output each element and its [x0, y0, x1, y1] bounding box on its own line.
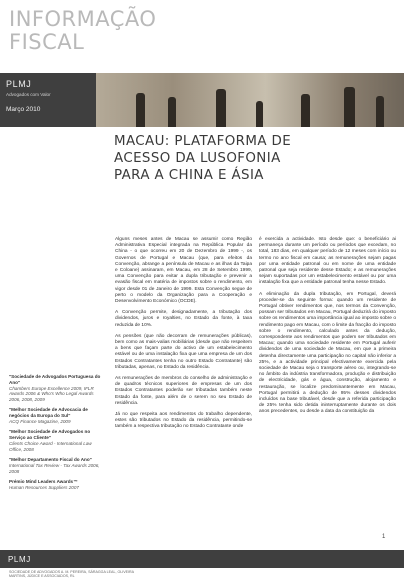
photo-figure — [168, 97, 176, 127]
photo-figure — [136, 93, 145, 127]
award-source: Clients Choice Award - International Law Office, 2008 — [9, 440, 92, 452]
header-photo — [96, 73, 404, 127]
award-title: "Melhor Sociedade de Advocacia de negócios da Europa do Sul" — [9, 407, 88, 419]
award-source: Human Resources Suppliers 2007 — [9, 484, 79, 490]
photo-figure — [216, 89, 226, 127]
awards-list — [9, 374, 105, 495]
article-title-line3: PARA A CHINA E ÁSIA — [114, 168, 264, 183]
award-title: Prémio Mind Leaders Awards™ — [9, 478, 78, 484]
body-column-2 — [259, 237, 396, 421]
award-item — [9, 374, 105, 403]
footer-bar — [0, 550, 404, 568]
footer-legal-note: SOCIEDADE DE ADVOGADOS A. M. PEREIRA, SÁRAGGA LEAL, OLIVEIRA MARTINS, JÚDICE E ASSOCIADOS, RL — [9, 570, 134, 579]
header — [0, 0, 404, 73]
paragraph: Alguns meses antes de Macau se assumir como Região Administrativa Especial integrada na República Popular da China - o que ocorreu em 20 de Dezembro de 1999 -, os Governos de Portugal e Macau (que, para efeitos da Convenção, abrange a península de Macau e as ilhas da Taipa e Coloane) assinaram, em Macau, em 28 de Setembro 1999, uma Convenção para evitar a dupla tributação e prevenir a evasão fiscal em matéria de impostos sobre o rendimento, em vigor desde 01 de Janeiro de 1999. Esta Convenção segue de perto o modelo da Organização para a Cooperação e Desenvolvimento Económico (OCDE). — [115, 237, 252, 305]
award-item — [9, 429, 105, 452]
brand-logo: PLMJ — [6, 79, 32, 89]
award-item — [9, 407, 105, 424]
award-title: "Sociedade de Advogados Portuguesa do Ano" — [9, 374, 101, 385]
article-title — [114, 133, 396, 184]
paragraph: As pensões (que não decorram de remunerações públicas), bem como as mais-valias mobiliárias (desde que não respeitem a bens que façam parte do activo de um estabelecimento estável ou de uma instalação fixa que uma empresa de um dos Estados Contratantes tenha no outro Estado Contratante) são tributadas, apenas, no Estado da residência. — [115, 333, 252, 370]
photo-figure — [301, 94, 310, 127]
newsletter-title-line2: FISCAL — [9, 30, 85, 54]
issue-date: Março 2010 — [6, 106, 41, 113]
award-item — [9, 479, 105, 491]
award-source: International Tax Review - Tax Awards 2006, 2008 — [9, 462, 100, 474]
newsletter-title — [9, 8, 156, 54]
footer-logo: PLMJ — [8, 555, 31, 564]
award-source: Chambers Europe Excellence 2009, IFLR Awards 2006 & Who's Who Legal Awards 2006, 2008, 2009 — [9, 385, 94, 403]
photo-figure — [344, 87, 355, 127]
newsletter-title-line1: INFORMAÇÃO — [9, 7, 157, 31]
paragraph: As remunerações de membros do conselho de administração e de quadros técnicos superiores de empresas de um dos Estados Contratantes poderão ser tributadas também neste Estado da fonte, para além de o serem no seu Estado de residência. — [115, 376, 252, 406]
paragraph: A eliminação da dupla tributação, em Portugal, deverá proceder-se da seguinte forma: quando um residente de Portugal obtiver rendimentos que, nos termos da Convenção, possam ser tributados em Macau, Portugal deduzirá do imposto sobre os rendimentos uma importância igual ao imposto sobre o rendimento pago em Macau, com o limite da fracção do imposto sobre o rendimento, calculado antes da dedução, correspondente aos rendimentos que podem ser tributados em Macau; quando uma sociedade residente em Portugal auferir dividendos de uma sociedade de Macau, em que a primeira detenha directamente uma participação no capital não inferior a 25%, e a actividade principal efectivamente exercida pela sociedade de Macau seja o transporte aéreo ou, integrando-se no âmbito da indústria transformadora, produção e distribuição de electricidade, gás e água, construção, alojamento e restauração, se localize predominantemente em Macau, Portugal permitirá a dedução de 95% desses dividendos incluídos na base tributável, desde que a referida participação de 25% tenha sido detida ininterruptamente durante os dois anos precedentes, ou desde a data da constituição da — [259, 291, 396, 415]
paragraph: é exercida a actividade. Isto desde que: o beneficiário ai permaneça durante um período ou períodos que excedam, no total, 183 dias, em qualquer período de 12 meses com início ou termo no ano fiscal em causa; as remunerações sejam pagas por uma entidade patronal ou em nome de uma entidade patronal que seja residente desse Estado; e as remunerações sejam suportadas por um estabelecimento estável ou por uma instalação fixa que a entidade patronal tenha nesse Estado. — [259, 237, 396, 286]
article-title-line2: ACESSO DA LUSOFONIA — [114, 151, 281, 166]
body-column-1 — [115, 237, 252, 436]
photo-figure — [256, 101, 263, 127]
paragraph: A Convenção permite, designadamente, a tributação dos dividendos, juros e royalties, no Estado da fonte, à taxa reduzida de 10%. — [115, 310, 252, 328]
brand-tagline: Advogados com Valor — [6, 92, 51, 97]
award-title: "Melhor Departamento Fiscal do Ano" — [9, 457, 92, 463]
paragraph: Já no que respeita aos rendimentos do trabalho dependente, estes são tributados no Estado da residência, permitindo-se também a respectiva tributação no Estado Contratante onde — [115, 412, 252, 430]
page-number: 1 — [382, 534, 386, 540]
photo-figure — [376, 96, 384, 127]
article-title-line1: MACAU: PLATAFORMA DE — [114, 134, 292, 149]
award-title: "Melhor Sociedade de Advogados no Serviço ao Cliente" — [9, 429, 91, 441]
award-source: ACQ Finance Magazine, 2009 — [9, 419, 71, 425]
award-item — [9, 457, 105, 474]
